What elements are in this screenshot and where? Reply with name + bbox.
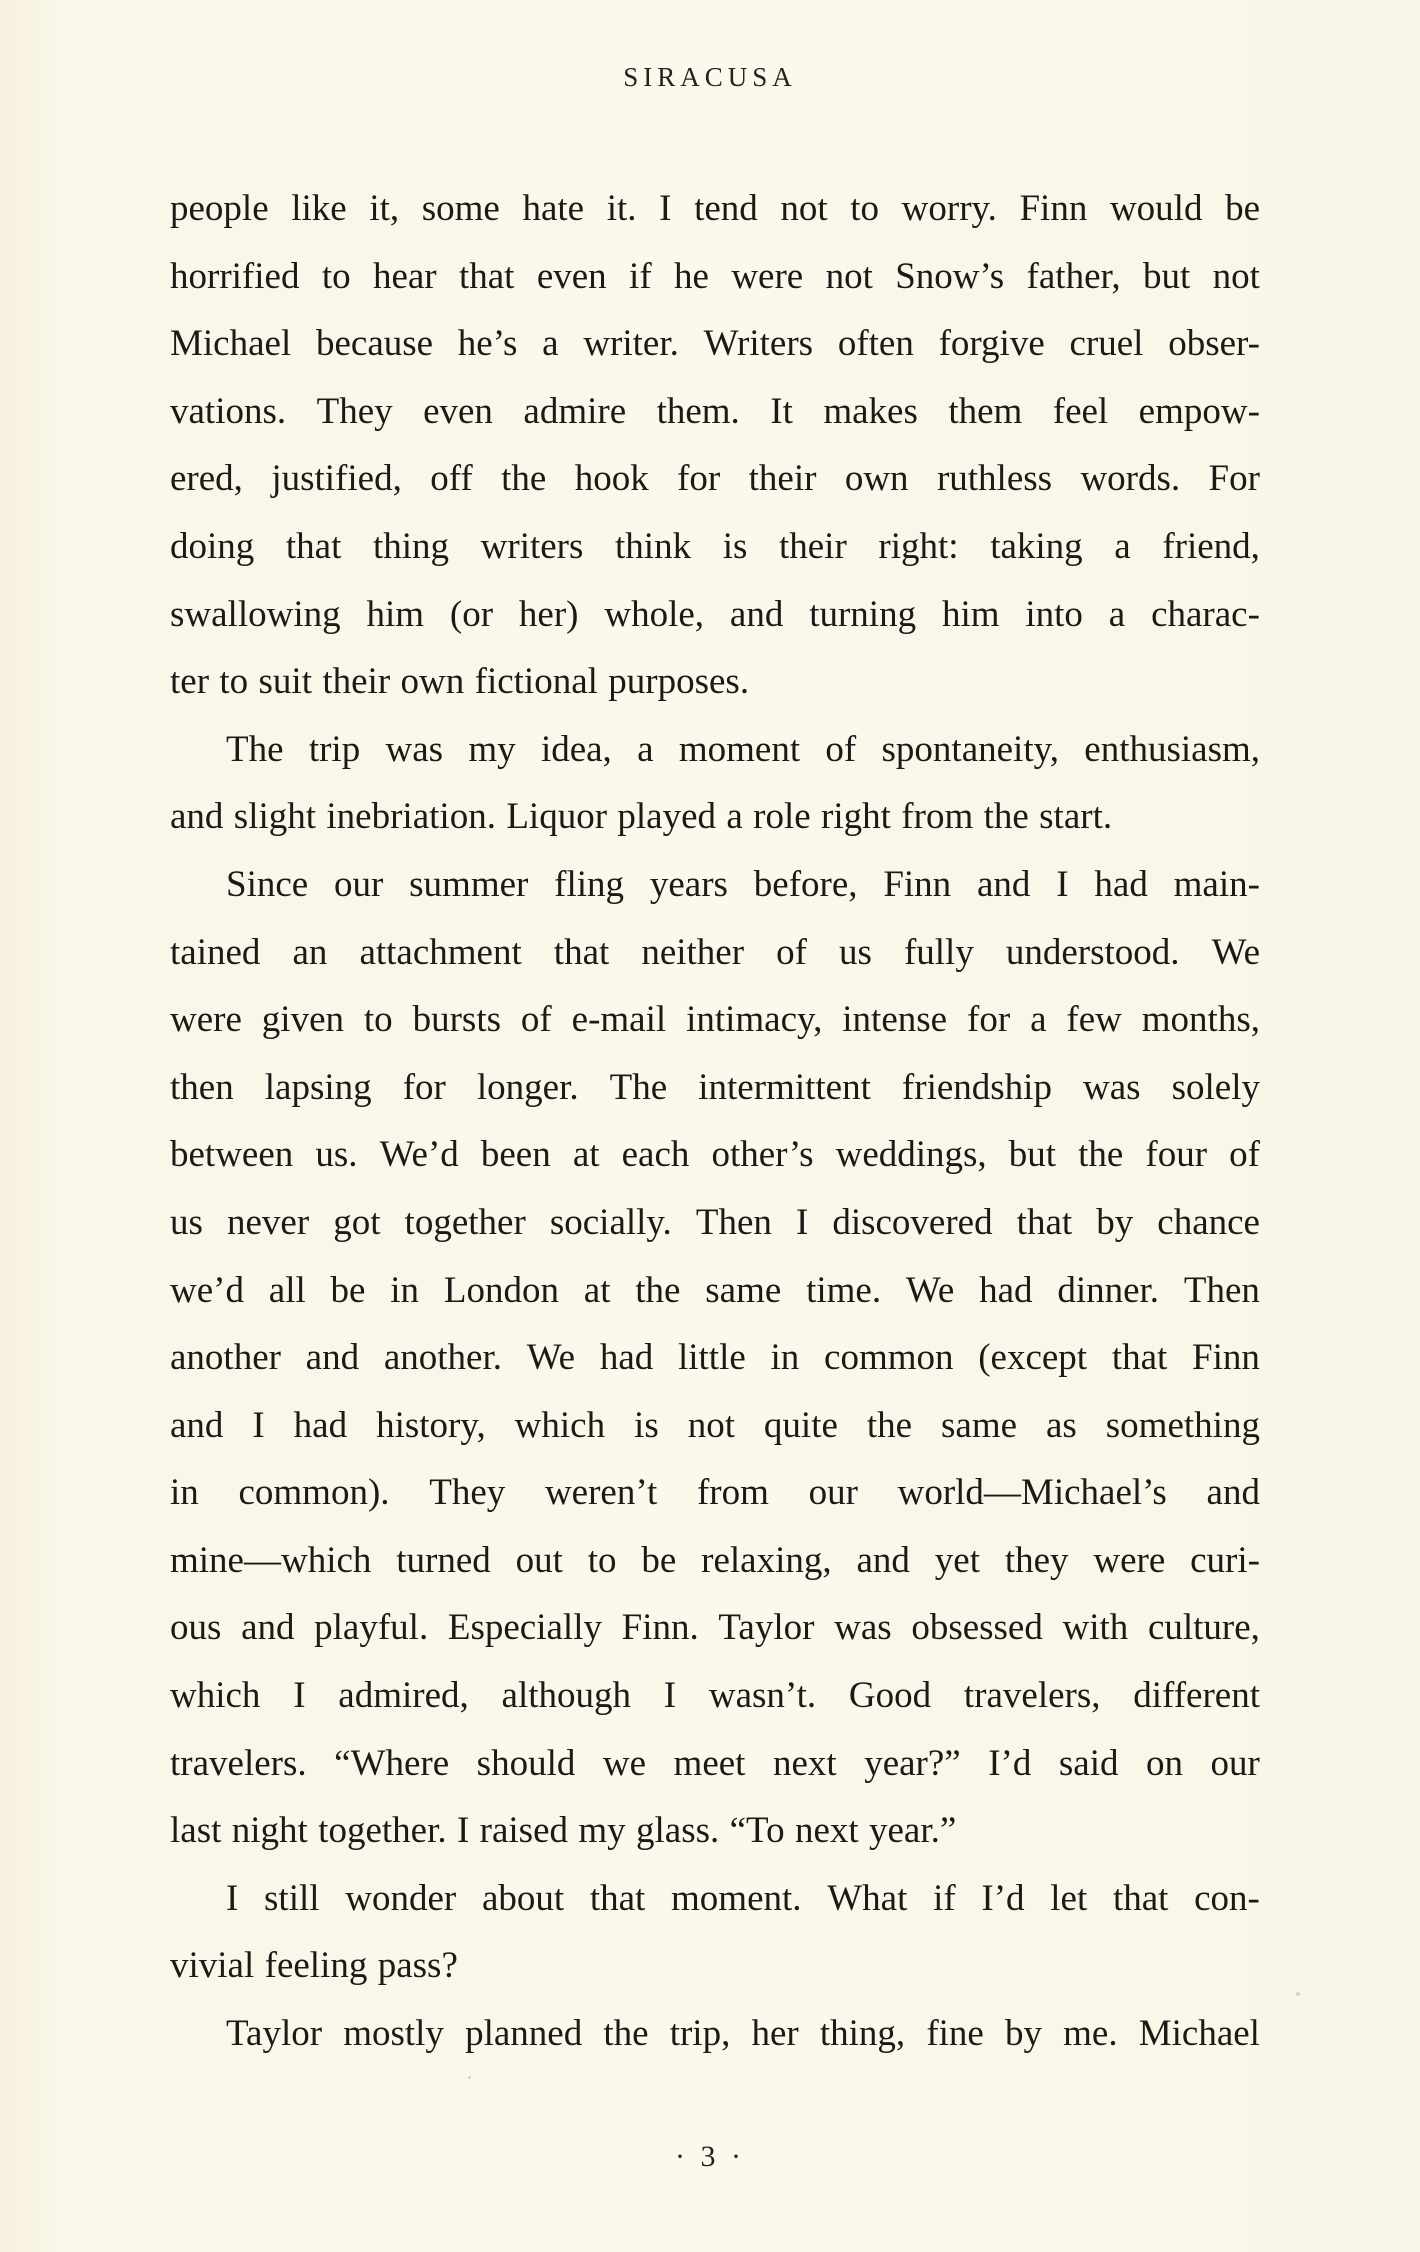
text-line: Taylor mostly planned the trip, her thing, fine by me. Michael: [226, 2013, 1260, 2055]
text-line: another and another. We had little in common (except that Finn: [170, 1337, 1260, 1379]
text-line: travelers. “Where should we meet next year?” I’d said on our: [170, 1742, 1260, 1784]
text-line: horrified to hear that even if he were not Snow’s father, but not: [170, 255, 1260, 297]
text-line: then lapsing for longer. The intermittent friendship was solely: [170, 1066, 1260, 1108]
text-line: between us. We’d been at each other’s weddings, but the four of: [170, 1134, 1260, 1176]
text-line: in common). They weren’t from our world—Michael’s and: [170, 1472, 1260, 1514]
body-text: [170, 175, 1260, 2068]
running-head: SIRACUSA: [623, 62, 797, 92]
text-line: ous and playful. Especially Finn. Taylor was obsessed with culture,: [170, 1607, 1260, 1649]
text-line: people like it, some hate it. I tend not to worry. Finn would be: [170, 188, 1260, 229]
text-line: vivial feeling pass?: [170, 1945, 458, 1987]
text-line: and slight inebriation. Liquor played a role right from the start.: [170, 796, 1113, 838]
text-line: Michael because he’s a writer. Writers often forgive cruel obser-: [170, 323, 1260, 365]
text-line: Since our summer fling years before, Finn and I had main-: [226, 863, 1260, 905]
text-line: ered, justified, off the hook for their own ruthless words. For: [170, 458, 1260, 500]
text-line: were given to bursts of e-mail intimacy, intense for a few months,: [170, 999, 1260, 1041]
page-number: · 3 ·: [675, 2140, 745, 2173]
text-line: and I had history, which is not quite the same as something: [170, 1404, 1260, 1446]
text-line: tained an attachment that neither of us fully understood. We: [170, 931, 1260, 973]
text-line: which I admired, although I wasn’t. Good travelers, different: [170, 1675, 1260, 1717]
text-line: The trip was my idea, a moment of spontaneity, enthusiasm,: [226, 728, 1260, 770]
text-line: swallowing him (or her) whole, and turning him into a charac-: [170, 593, 1260, 635]
text-line: mine—which turned out to be relaxing, and yet they were curi-: [170, 1539, 1260, 1581]
text-line: vations. They even admire them. It makes them feel empow-: [170, 390, 1260, 432]
paper-speck: [468, 2076, 471, 2079]
paper-speck: [1296, 1992, 1300, 1996]
text-line: ter to suit their own fictional purposes.: [170, 661, 750, 703]
text-line: I still wonder about that moment. What if I’d let that con-: [226, 1877, 1260, 1919]
text-line: we’d all be in London at the same time. We had dinner. Then: [170, 1269, 1260, 1311]
text-line: doing that thing writers think is their right: taking a friend,: [170, 525, 1260, 567]
text-line: last night together. I raised my glass. “To next year.”: [170, 1810, 957, 1852]
text-line: us never got together socially. Then I discovered that by chance: [170, 1201, 1260, 1243]
